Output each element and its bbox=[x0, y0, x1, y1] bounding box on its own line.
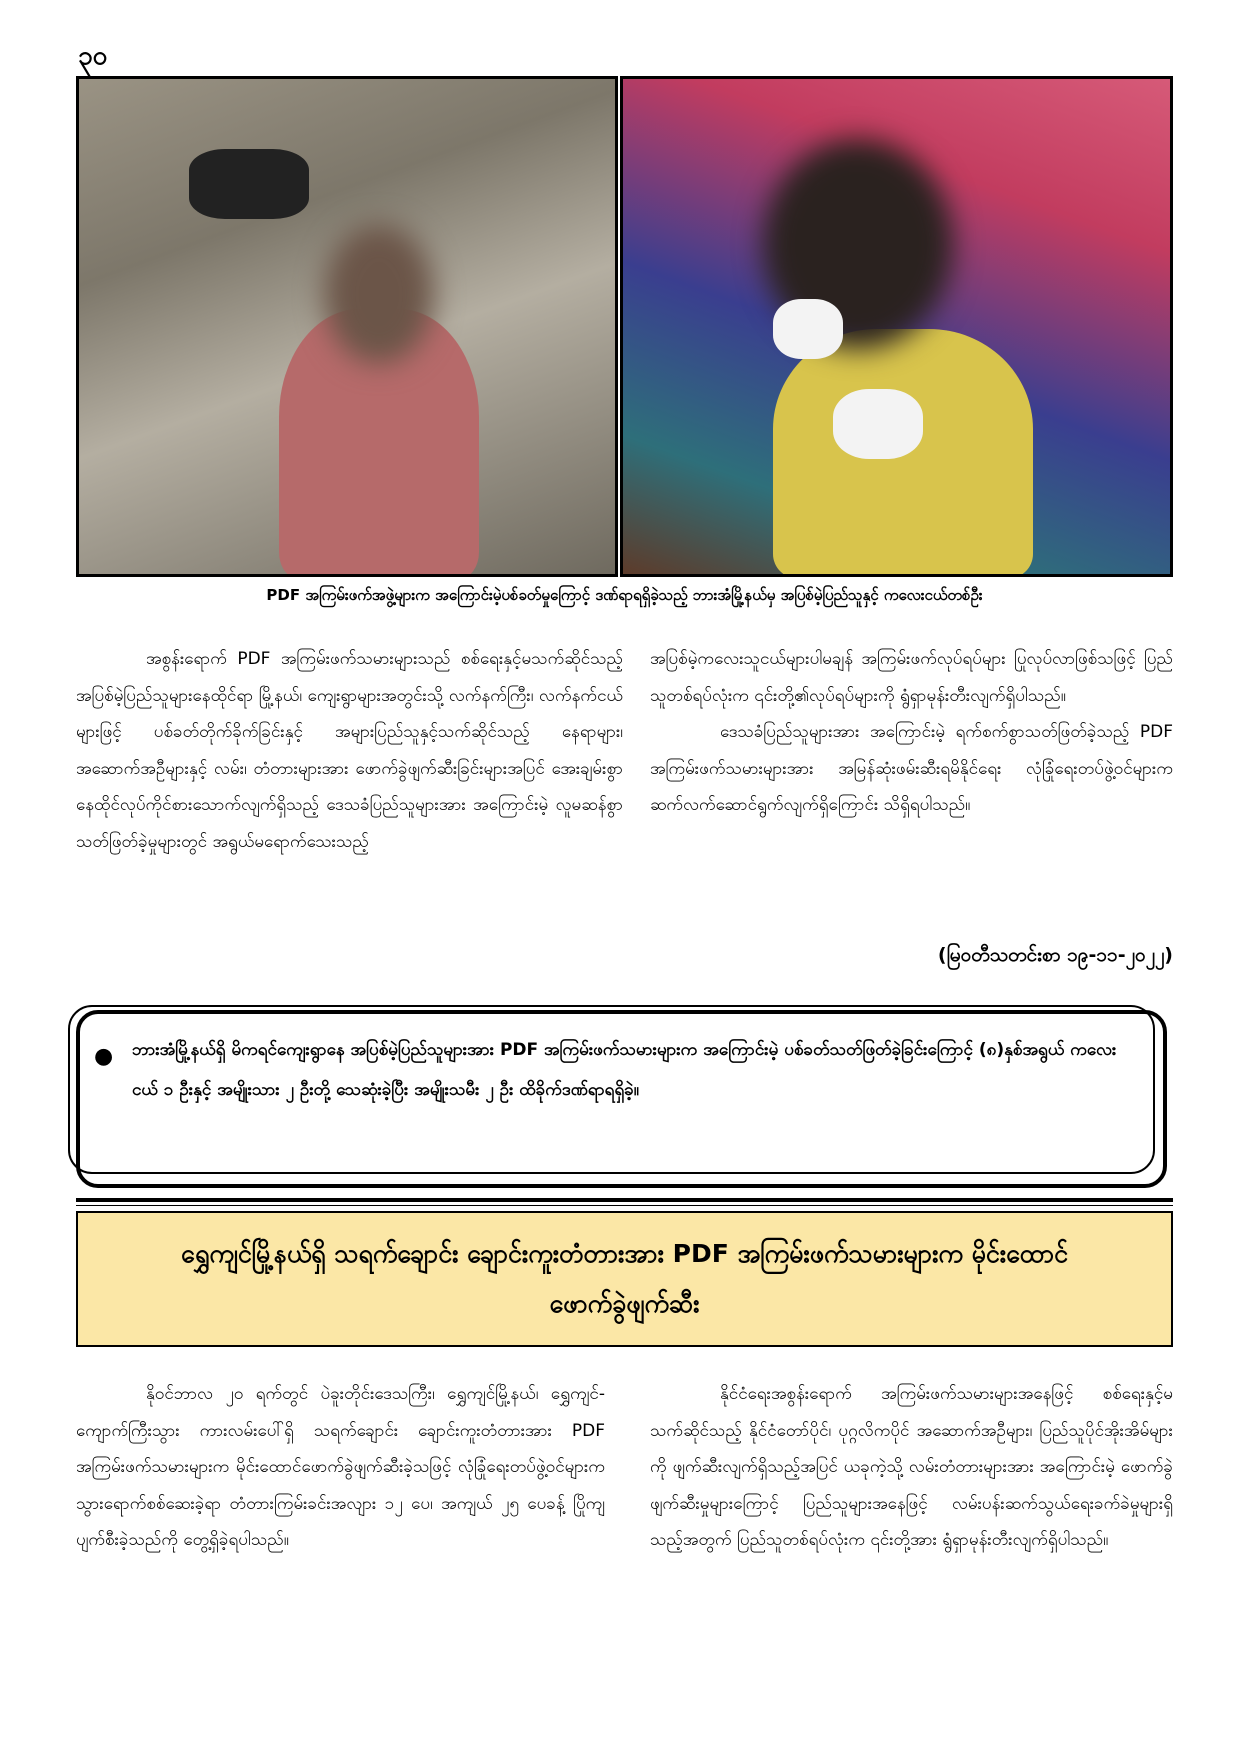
article2-paragraph: နိုဝင်ဘာလ ၂၀ ရက်တွင် ပဲခူးတိုင်းဒေသကြီး၊ ရွှေကျင်မြို့နယ်၊ ရွှေကျင်-ကျောက်ကြီးသွား ကားလမ်းပေါ်ရှိ သရက်ချောင်း ချောင်းကူးတံတားအား PDF အကြမ်းဖက်သမားများက မိုင်းထောင်ဖောက်ခွဲဖျက်ဆီးခဲ့သဖြင့် လုံခြုံရေးတပ်ဖွဲ့ဝင်များက သွားရောက်စစ်ဆေးခဲ့ရာ တံတားကြမ်းခင်းအလျား ၁၂ ပေ၊ အကျယ် ၂၅ ပေခန့် ပြိုကျပျက်စီးခဲ့သည်ကို တွေ့ရှိခဲ့ရပါသည်။ bbox=[76, 1384, 605, 1551]
article1-column-left bbox=[76, 641, 623, 861]
article1-paragraph: အပြစ်မဲ့ကလေးသူငယ်များပါမချန် အကြမ်းဖက်လုပ်ရပ်များ ပြုလုပ်လာဖြစ်သဖြင့် ပြည်သူတစ်ရပ်လုံးက ၎င်းတို့၏လုပ်ရပ်များကို ရွံရှာမုန်းတီးလျက်ရှိပါသည်။ bbox=[650, 649, 1173, 706]
article1-column-right bbox=[650, 641, 1173, 824]
article1-paragraph: ဒေသခံပြည်သူများအား အကြောင်းမဲ့ ရက်စက်စွာသတ်ဖြတ်ခဲ့သည့် PDF အကြမ်းဖက်သမားများအား အမြန်ဆုံးဖမ်းဆီးရမိနိုင်ရေး လုံခြုံရေးတပ်ဖွဲ့ဝင်များက ဆက်လက်ဆောင်ရွက်လျက်ရှိကြောင်း သိရှိရပါသည်။ bbox=[650, 722, 1173, 816]
summary-box bbox=[76, 1010, 1167, 1188]
article2-column-left bbox=[76, 1376, 605, 1559]
injured-child-photo bbox=[620, 76, 1173, 577]
section-divider bbox=[76, 1198, 1173, 1202]
photo-caption: PDF အကြမ်းဖက်အဖွဲ့များက အကြောင်းမဲ့ပစ်ခတ်မှုကြောင့် ဒဏ်ရာရရှိခဲ့သည့် ဘားအံမြို့နယ်မှ အပြစ်မဲ့ပြည်သူနှင့် ကလေးငယ်တစ်ဦး bbox=[266, 586, 983, 604]
page-number: ၃၀ bbox=[78, 41, 108, 71]
headline: ရွှေကျင်မြို့နယ်ရှိ သရက်ချောင်း ချောင်းကူးတံတားအား PDF အကြမ်းဖက်သမားများက မိုင်းထောင်ဖောက်ခွဲဖျက်ဆီး bbox=[181, 1239, 1068, 1318]
article2-paragraph: နိုင်ငံရေးအစွန်းရောက် အကြမ်းဖက်သမားများအနေဖြင့် စစ်ရေးနှင့်မသက်ဆိုင်သည့် နိုင်ငံတော်ပိုင်၊ ပုဂ္ဂလိကပိုင် အဆောက်အဦများ၊ ပြည်သူပိုင်အိုးအိမ်များကို ဖျက်ဆီးလျက်ရှိသည့်အပြင် ယခုကဲ့သို့ လမ်းတံတားများအား အကြောင်းမဲ့ ဖောက်ခွဲဖျက်ဆီးမှုများကြောင့် ပြည်သူများအနေဖြင့် လမ်းပန်းဆက်သွယ်ရေးခက်ခဲမှုများရှိသည့်အတွက် ပြည်သူတစ်ရပ်လုံးက ၎င်းတို့အား ရွံရှာမုန်းတီးလျက်ရှိပါသည်။ bbox=[650, 1384, 1173, 1551]
article2-column-right bbox=[650, 1376, 1173, 1559]
article1-paragraph: အစွန်းရောက် PDF အကြမ်းဖက်သမားများသည် စစ်ရေးနှင့်မသက်ဆိုင်သည့် အပြစ်မဲ့ပြည်သူများနေထိုင်ရာ မြို့နယ်၊ ကျေးရွာများအတွင်းသို့ လက်နက်ကြီး၊ လက်နက်ငယ်များဖြင့် ပစ်ခတ်တိုက်ခိုက်ခြင်းနှင့် အများပြည်သူနှင့်သက်ဆိုင်သည့် နေရာများ၊ အဆောက်အဦများနှင့် လမ်း၊ တံတားများအား ဖောက်ခွဲဖျက်ဆီးခြင်းများအပြင် အေးချမ်းစွာ နေထိုင်လုပ်ကိုင်စားသောက်လျက်ရှိသည့် ဒေသခံပြည်သူများအား အကြောင်းမဲ့ လူမဆန်စွာ သတ်ဖြတ်ခဲ့မှုများတွင် အရွယ်မရောက်သေးသည့် bbox=[76, 649, 623, 852]
bullet-icon: ● bbox=[94, 1044, 114, 1069]
summary-text: ဘားအံမြို့နယ်ရှိ မိကရင်ကျေးရွာနေ အပြစ်မဲ့ပြည်သူများအား PDF အကြမ်းဖက်သမားများက အကြောင်းမဲ့ ပစ်ခတ်သတ်ဖြတ်ခဲ့ခြင်းကြောင့် (၈)နှစ်အရွယ် ကလေးငယ် ၁ ဦးနှင့် အမျိုးသား ၂ ဦးတို့ သေဆုံးခဲ့ပြီး အမျိုးသမီး ၂ ဦး ထိခိုက်ဒဏ်ရာရရှိခဲ့။ bbox=[132, 1040, 1117, 1100]
headline-box bbox=[76, 1211, 1173, 1347]
injured-woman-photo bbox=[76, 76, 618, 577]
section-divider-thin bbox=[76, 1205, 1173, 1206]
article1-source: (မြဝတီသတင်းစာ ၁၉-၁၁-၂၀၂၂) bbox=[937, 944, 1173, 966]
